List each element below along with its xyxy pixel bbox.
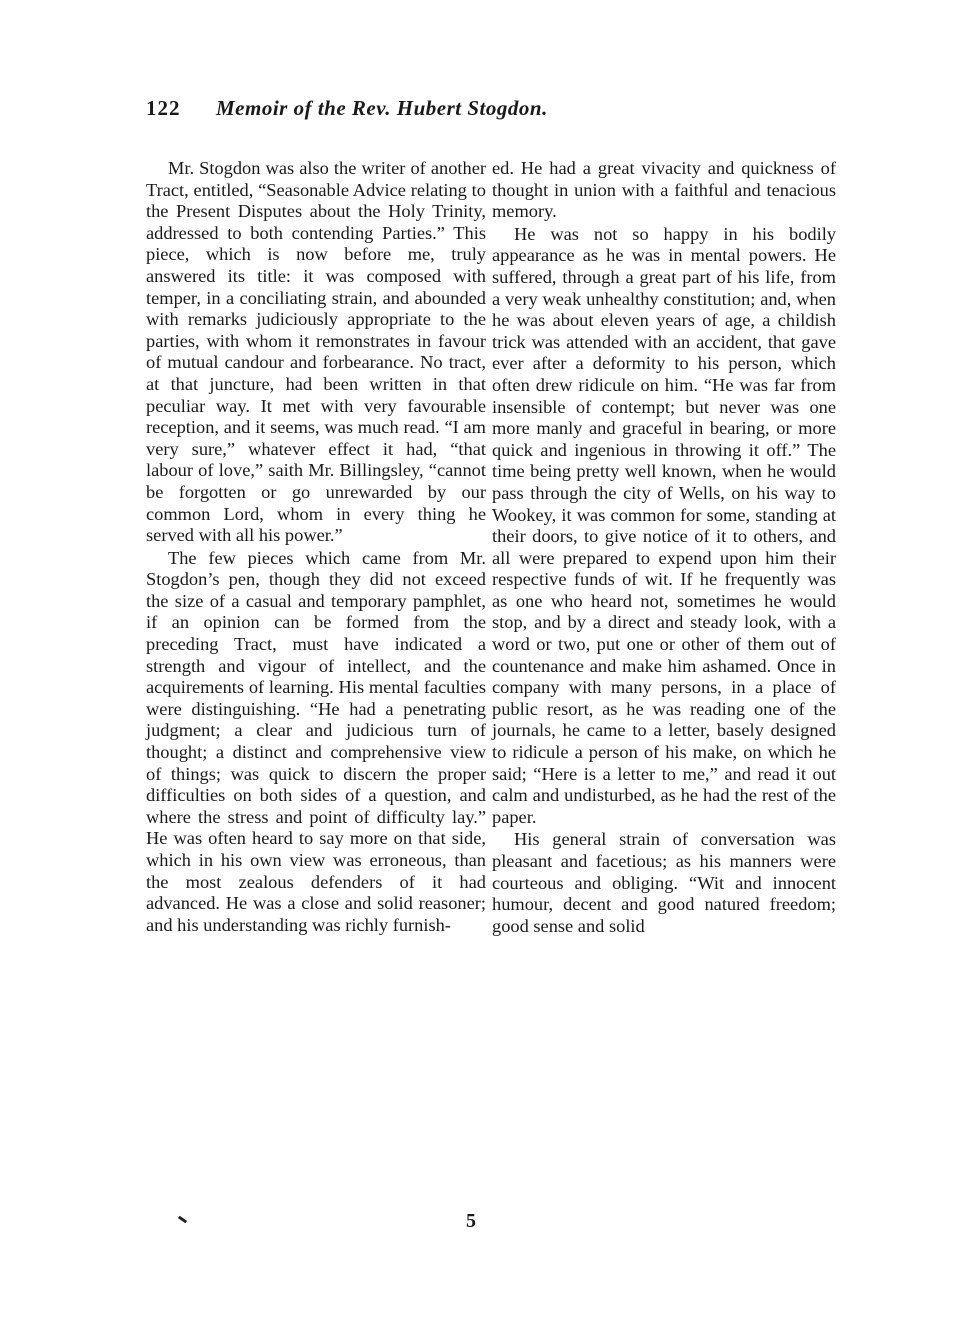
print-mark — [178, 1216, 187, 1224]
signature-mark: 5 — [466, 1210, 476, 1232]
running-title: Memoir of the Rev. Hubert Stogdon. — [216, 96, 548, 120]
page-number: 122 — [146, 96, 181, 120]
page-header — [146, 96, 836, 132]
paragraph: Mr. Stogdon was also the writer of another Tract, entitled, “Seasonable Advice relating to the Present Disputes about the Holy Trinity, addressed to both contending Parties.” This piece, which is now before me, truly answered its title: it was composed with temper, in a conciliating strain, and abounded with remarks judiciously appropriate to the parties, with whom it remonstrates in favour of mutual candour and forbearance. No tract, at that juncture, had been written in that peculiar way. It met with very favourable reception, and it seems, was much read. “I am very sure,” whatever effect it had, “that labour of love,” saith Mr. Billingsley, “cannot be forgotten or go unrewarded by our common Lord, whom in every thing he served with all his power.” — [146, 158, 486, 546]
paragraph: ed. He had a great vivacity and quickness of thought in union with a faithful and tenacious memory. — [492, 158, 836, 222]
paragraph: He was not so happy in his bodily appearance as he was in mental powers. He suffered, through a great part of his life, from a very weak unhealthy constitution; and, when he was about eleven years of age, a childish trick was attended with an accident, that gave ever after a deformity to his person, which often drew ridicule on him. “He was far from insensible of contempt; but never was one more manly and graceful in bearing, or more quick and ingenious in throwing it off.” The time being pretty well known, when he would pass through the city of Wells, on his way to Wookey, it was common for some, standing at their doors, to give notice of it to others, and all were prepared to expend upon him their respective funds of wit. If he frequently was as one who heard not, sometimes he would stop, and by a direct and steady look, with a word or two, put one or other of them out of countenance and make him ashamed. Once in company with many persons, in a place of public resort, as he was reading one of the journals, he came to a letter, basely designed to ridicule a person of his make, on which he said; “Here is a letter to me,” and read it out calm and undisturbed, as he had the rest of the paper. — [492, 223, 836, 827]
right-column — [492, 158, 836, 937]
paragraph: The few pieces which came from Mr. Stogdon’s pen, though they did not exceed the size of a casual and temporary pamphlet, if an opinion can be formed from the preceding Tract, must have indicated a strength and vigour of intellect, and the acquirements of learning. His mental faculties were distinguishing. “He had a penetrating judgment; a clear and judicious turn of thought; a distinct and comprehensive view of things; was quick to discern the proper difficulties on both sides of a question, and where the stress and point of difficulty lay.” He was often heard to say more on that side, which in his own view was erroneous, than the most zealous defenders of it had advanced. He was a close and solid reasoner; and his understanding was richly furnish- — [146, 547, 486, 935]
paragraph: His general strain of conversation was pleasant and facetious; as his manners were courteous and obliging. “Wit and innocent humour, decent and good natured freedom; good sense and solid — [492, 829, 836, 936]
left-column — [146, 158, 486, 936]
